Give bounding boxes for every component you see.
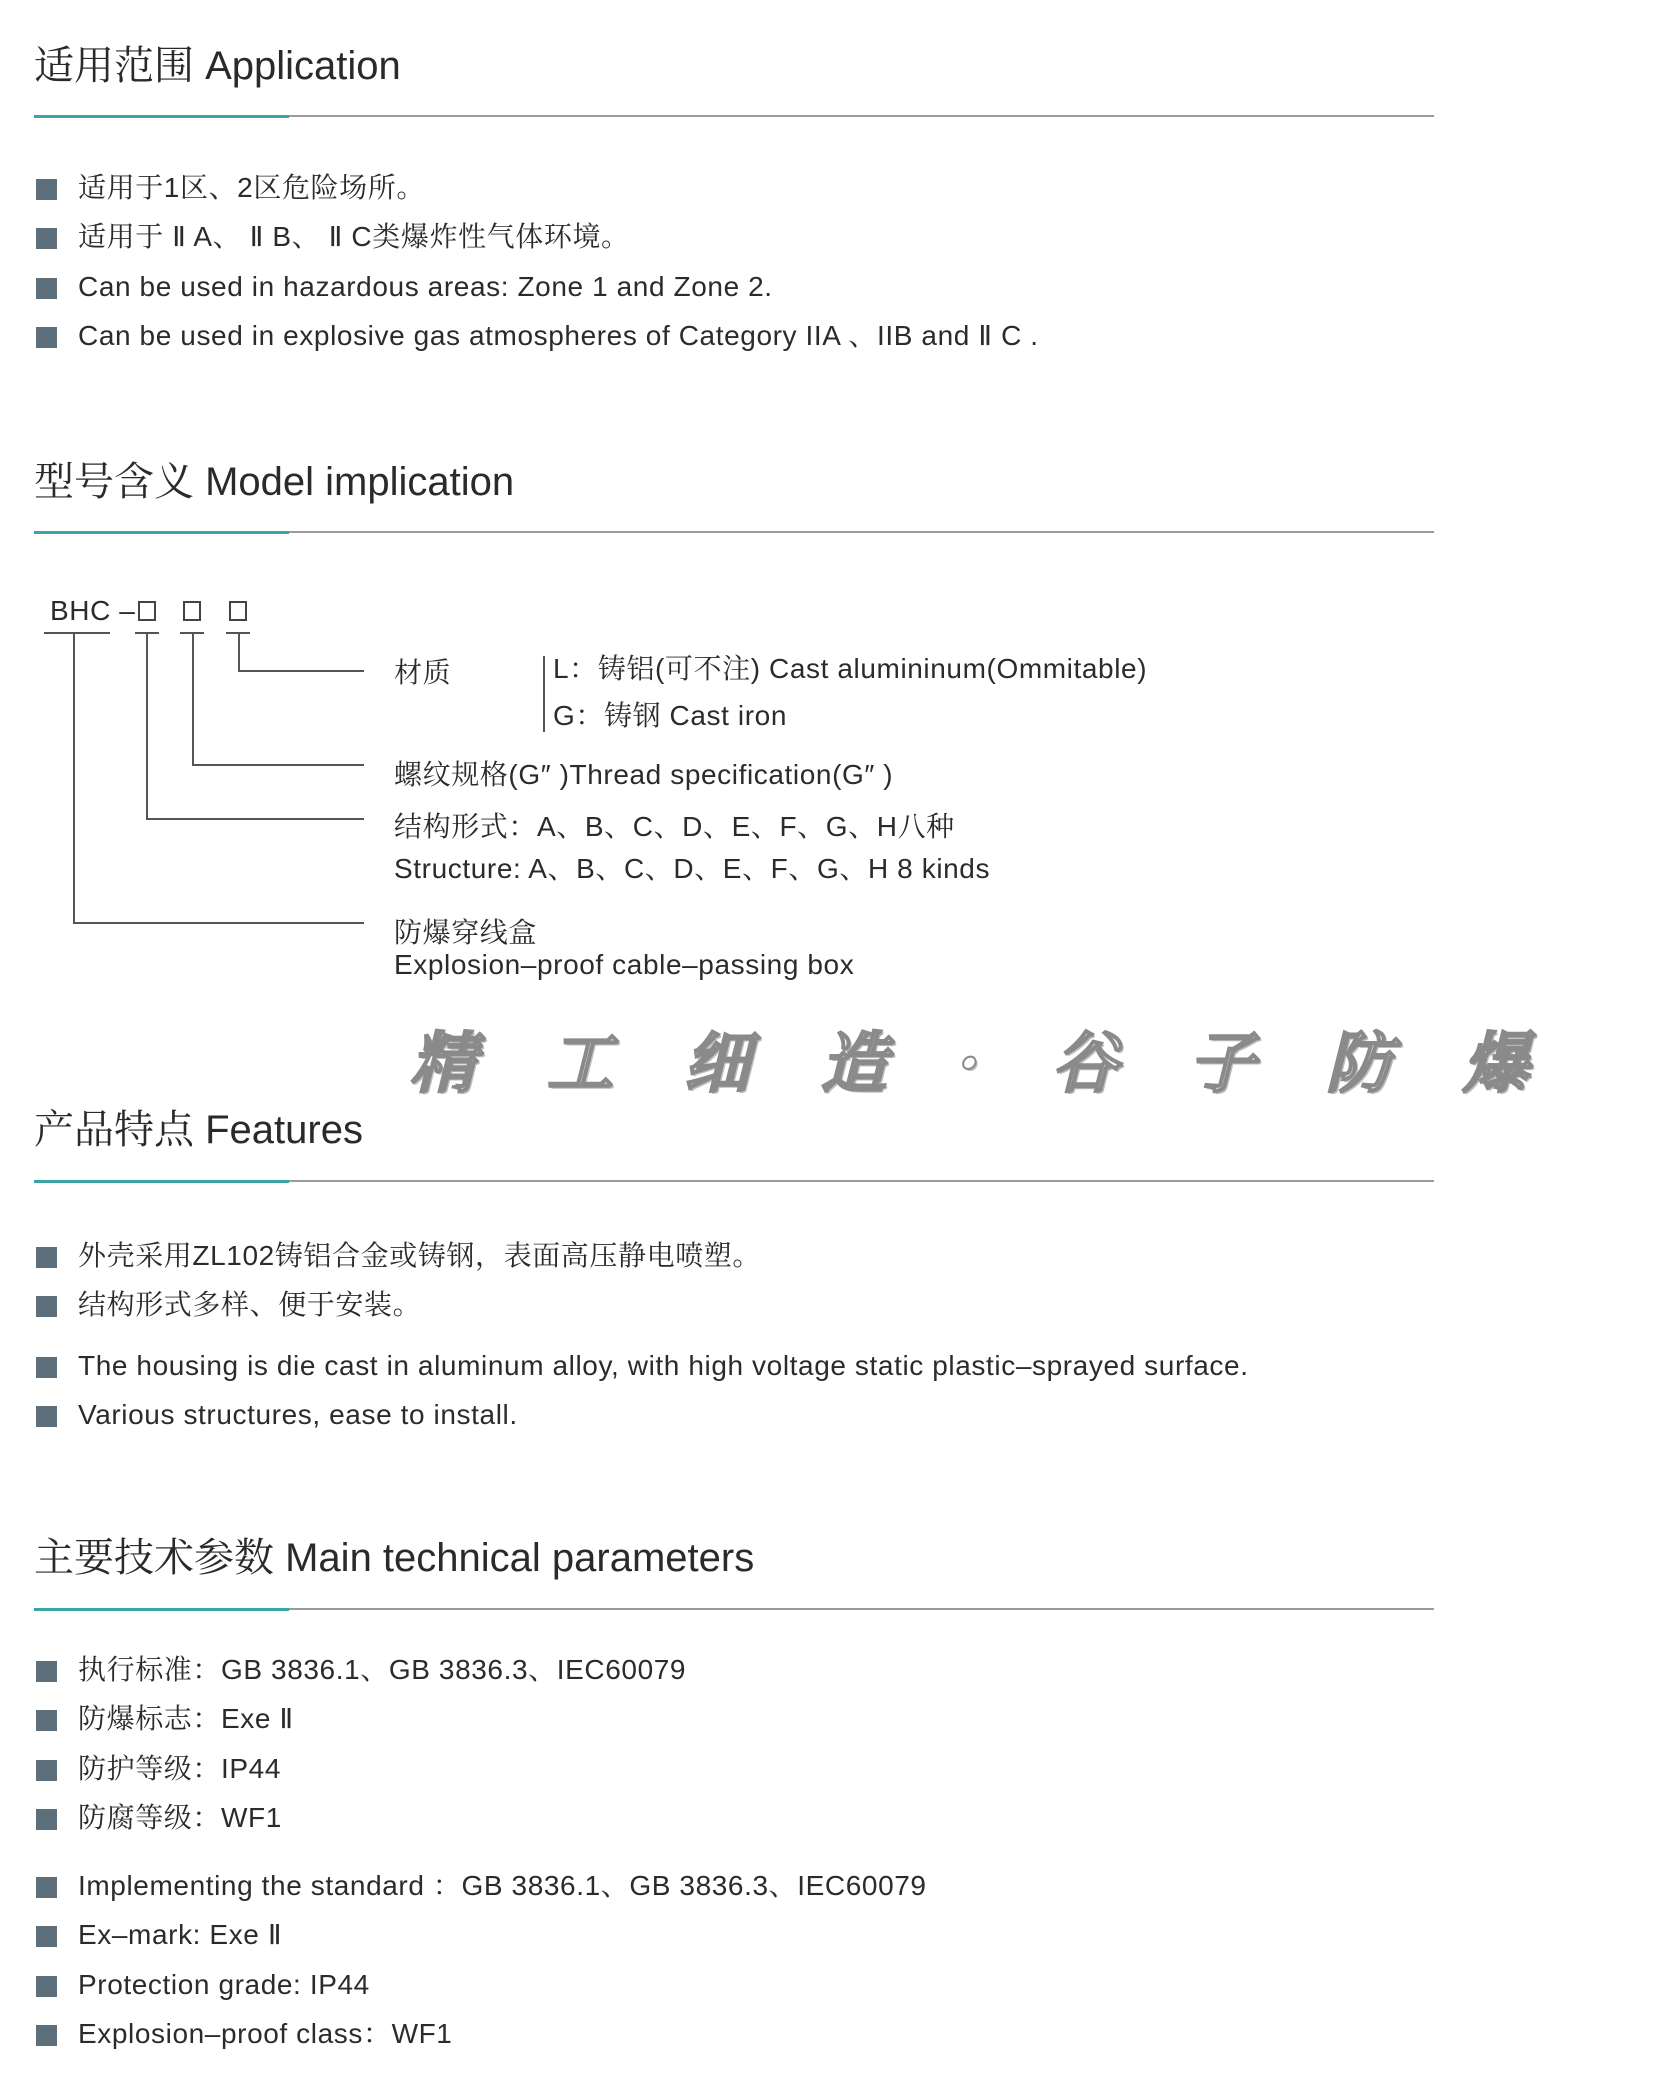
list-item: 适用于1区、2区危险场所。: [36, 170, 425, 206]
list-item: Can be used in hazardous areas: Zone 1 and Zone 2.: [36, 269, 773, 305]
list-item: 防护等级：IP44: [36, 1751, 281, 1787]
material-option-g: G：铸钢 Cast iron: [553, 700, 787, 731]
thread-leader-v: [192, 634, 194, 766]
model-code-diagram: [0, 590, 1300, 1010]
square-bullet-icon: [36, 327, 57, 348]
material-option-l: L：铸铝(可不注) Cast alumininum(Ommitable): [553, 653, 1148, 684]
code-slot-thread: [183, 601, 201, 621]
features-divider: [34, 1180, 1434, 1182]
features-title: 产品特点 Features: [34, 1108, 363, 1152]
list-item: Protection grade: IP44: [36, 1967, 370, 2003]
material-leader-h: [238, 670, 364, 672]
code-slot-structure: [138, 601, 156, 621]
list-item: 防腐等级：WF1: [36, 1800, 282, 1836]
square-bullet-icon: [36, 228, 57, 249]
list-item: Various structures, ease to install.: [36, 1397, 518, 1433]
square-bullet-icon: [36, 1809, 57, 1830]
model-divider: [34, 531, 1434, 533]
square-bullet-icon: [36, 1976, 57, 1997]
application-divider-accent: [34, 115, 289, 118]
structure-leader-v: [146, 634, 148, 820]
product-cn: 防爆穿线盒: [394, 917, 538, 948]
material-bracket: [543, 656, 545, 732]
product-en: Explosion–proof cable–passing box: [394, 949, 855, 980]
list-item: 外壳采用ZL102铸铝合金或铸钢，表面高压静电喷塑。: [36, 1238, 761, 1274]
list-item: The housing is die cast in aluminum alloy, with high voltage static plastic–sprayed surface.: [36, 1348, 1249, 1384]
structure-cn: 结构形式：A、B、C、D、E、F、G、H八种: [394, 811, 955, 842]
material-label: 材质: [394, 657, 452, 688]
model-title: 型号含义 Model implication: [34, 460, 515, 504]
code-slot-material: [229, 601, 247, 621]
features-divider-accent: [34, 1180, 289, 1183]
material-leader-v: [238, 634, 240, 672]
product-leader-v: [73, 634, 75, 924]
list-item: 防爆标志：Exe Ⅱ: [36, 1701, 294, 1737]
parameters-divider: [34, 1608, 1434, 1610]
list-item: 执行标准：GB 3836.1、GB 3836.3、IEC60079: [36, 1652, 686, 1688]
list-item: 适用于 Ⅱ A、 Ⅱ B、 Ⅱ C类爆炸性气体环境。: [36, 219, 630, 255]
square-bullet-icon: [36, 1296, 57, 1317]
thread-leader-h: [192, 764, 364, 766]
square-bullet-icon: [36, 1760, 57, 1781]
parameters-title: 主要技术参数 Main technical parameters: [34, 1536, 755, 1580]
square-bullet-icon: [36, 1661, 57, 1682]
structure-leader-h: [146, 818, 364, 820]
list-item: Ex–mark: Exe Ⅱ: [36, 1917, 282, 1953]
square-bullet-icon: [36, 1710, 57, 1731]
list-item: Implementing the standard ：GB 3836.1、GB 3836.3、IEC60079: [36, 1868, 927, 1904]
square-bullet-icon: [36, 1926, 57, 1947]
list-item: 结构形式多样、便于安装。: [36, 1287, 421, 1323]
parameters-divider-accent: [34, 1608, 289, 1611]
square-bullet-icon: [36, 1357, 57, 1378]
list-item: Can be used in explosive gas atmospheres of Category IIA 、IIB and Ⅱ C .: [36, 318, 1039, 354]
model-divider-accent: [34, 531, 289, 534]
structure-en: Structure: A、B、C、D、E、F、G、H 8 kinds: [394, 853, 991, 884]
square-bullet-icon: [36, 2025, 57, 2046]
application-divider: [34, 115, 1434, 117]
square-bullet-icon: [36, 1877, 57, 1898]
prefix-underline: [44, 632, 110, 634]
application-title: 适用范围 Application: [34, 44, 401, 88]
square-bullet-icon: [36, 278, 57, 299]
square-bullet-icon: [36, 179, 57, 200]
square-bullet-icon: [36, 1247, 57, 1268]
thread-spec: 螺纹规格(G″ )Thread specification(G″ ): [394, 759, 894, 790]
brand-watermark: 精 工 细 造 · 谷 子 防 爆: [410, 1024, 1553, 1102]
list-item: Explosion–proof class：WF1: [36, 2016, 452, 2052]
square-bullet-icon: [36, 1406, 57, 1427]
product-leader-h: [73, 922, 364, 924]
model-code-prefix: BHC –: [50, 595, 136, 626]
